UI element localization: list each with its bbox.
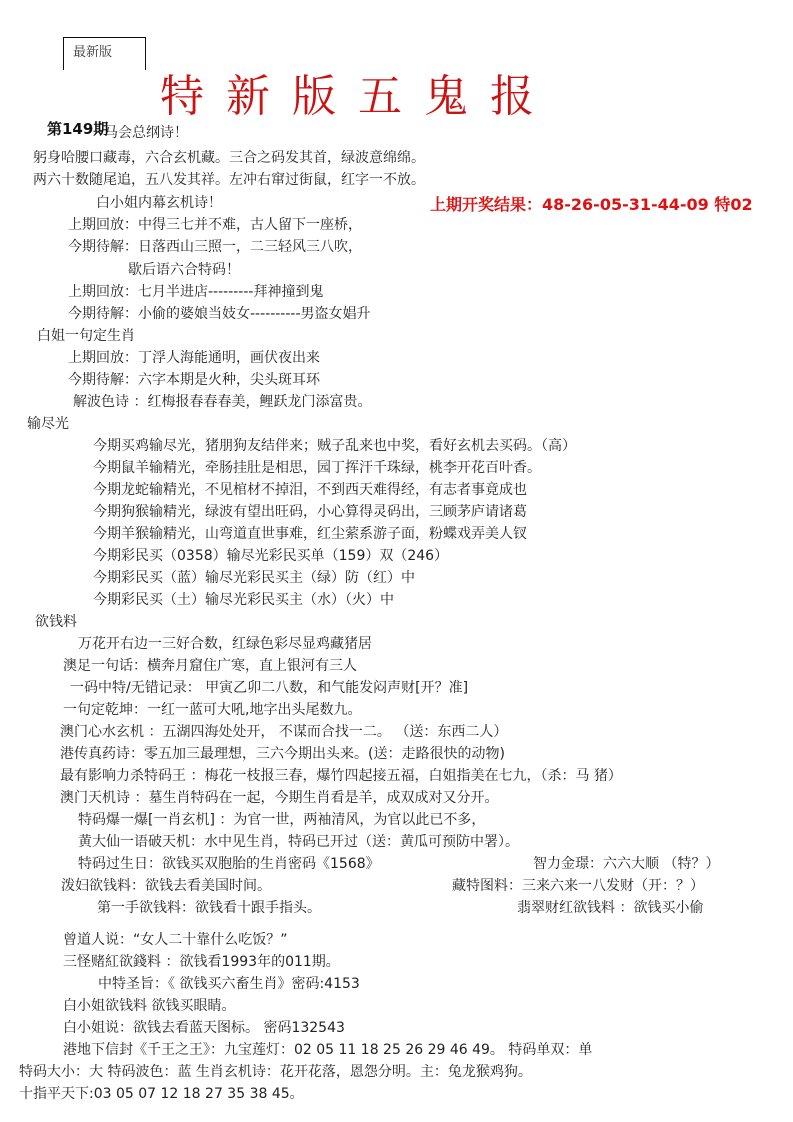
text-line: 中特圣旨：《 欲钱买六畜生肖》密码:4153 <box>98 976 360 992</box>
text-line: 万花开右边一三好合数，红绿色彩尽显鸡藏猪居 <box>78 636 372 652</box>
text-line: 三怪赌紅欲錢料 ：欲钱看1993年的011期。 <box>63 954 340 970</box>
text-line: 特码过生日：欲钱买双胞胎的生肖密码《1568》 <box>78 856 380 872</box>
text-line: 白小姐欲钱料 欲钱买眼睛。 <box>63 998 236 1014</box>
page-title: 特新版五鬼报 <box>160 71 556 122</box>
issue-number: 第149期 <box>47 120 109 138</box>
text-line: 港地下信封《千王之王》：九宝莲灯：02 05 11 18 25 26 29 46 49。 特码单双：单 <box>63 1042 593 1058</box>
text-line: 今期买鸡输尽光，猪朋狗友结伴来；贼子乱来也中奖，看好玄机去买码。（高） <box>93 438 576 454</box>
text-line: 两六十数随尾追，五八发其祥。左冲右窜过街鼠，红字一不放。 <box>33 172 425 188</box>
text-line: 今期待解：日落西山三照一，二三轻风三八吹， <box>68 239 362 255</box>
text-line: 澳门天机诗 ：墓生肖特码在一起，今期生肖看是羊，成双成对又分开。 <box>60 790 499 806</box>
text-line: 今期彩民买（土）输尽光彩民买主（水）（火）中 <box>93 592 394 608</box>
text-line: 最有影响力杀特码王 ：梅花一枝报三春，爆竹四起接五福，白姐指美在七九，（杀：马 猪） <box>60 768 622 784</box>
text-line: 翡翠财红欲钱料 ：欲钱买小偷 <box>517 900 704 916</box>
text-line: 澳门心水玄机 ：五湖四海处处开， 不谋而合找一二。 （送：东西二人） <box>60 724 508 740</box>
text-line: 白小姐内幕玄机诗！ <box>96 195 222 211</box>
text-line: 今期狗猴输精光，绿波有望出旺码，小心算得灵码出，三顾茅庐请诸葛 <box>93 504 527 520</box>
text-line: 上期回放：丁浮人海能通明，画伏夜出来 <box>68 350 320 366</box>
text-line: 特码大小：大 特码波色：蓝 生肖玄机诗：花开花落，恩怨分明。主：兔龙猴鸡狗。 <box>19 1064 532 1080</box>
text-line: 泼妇欲钱料：欲钱去看美国时间。 <box>61 878 271 894</box>
text-line: 欲钱料 <box>35 614 77 630</box>
text-line: 黄大仙一语破天机：水中见生肖，特码已开过（送：黄瓜可预防中署）。 <box>78 834 519 850</box>
edition-label: 最新版 <box>73 45 113 60</box>
text-line: 今期彩民买（蓝）输尽光彩民买主（绿）防（红）中 <box>93 570 415 586</box>
text-line: 躬身哈腰口藏毒，六合玄机藏。三合之码发其首，绿波意绵绵。 <box>33 150 425 166</box>
text-line: 十指平天下:03 05 07 12 18 27 35 38 45。 <box>19 1086 304 1102</box>
text-line: 白小姐说：欲钱去看蓝天图标。 密码132543 <box>63 1020 345 1036</box>
text-line: 第一手欲钱料：欲钱看十跟手指头。 <box>97 900 321 916</box>
text-line: 输尽光 <box>27 416 69 432</box>
text-line: 上期回放：中得三七并不难，古人留下一座桥， <box>68 217 362 233</box>
last-draw-result: 上期开奖结果：48-26-05-31-44-09 特02 <box>430 195 753 214</box>
text-line: 藏特图料：三来六来一八发财（开：？） <box>452 878 704 894</box>
edition-label-box <box>63 37 146 70</box>
text-line: 一句定乾坤：一红一蓝可大吼,地字出头尾数九。 <box>63 702 362 718</box>
text-line: 港传真药诗：零五加三最理想，三六今期出头来。(送：走路很快的动物) <box>60 746 505 762</box>
text-line: 智力金璟：六六大顺 （特？） <box>533 856 720 872</box>
text-line: 解波色诗 ：红梅报春春春美，鲤跃龙门添富贵。 <box>73 394 372 410</box>
text-line: 今期彩民买（0358）输尽光彩民买单（159）双（246） <box>93 548 449 564</box>
text-line: 澳足一句话：横奔月窟住广寒，直上银河有三人 <box>63 658 357 674</box>
text-line: 今期待解：六字本期是火种，尖头斑耳环 <box>68 372 320 388</box>
text-line: 今期待解：小偷的婆娘当妓女----------男盗女娼升 <box>68 306 371 322</box>
text-line: 今期羊猴输精光，山弯道直世事难，红尘萦系游子面，粉蝶戏弄美人钗 <box>93 526 527 542</box>
text-line: 歇后语六合特码！ <box>128 262 240 278</box>
text-line: 一码中特/无错记录： 甲寅乙卯二八数，和气能发闷声财[开？准] <box>70 680 469 696</box>
text-line: 上期回放：七月半进店---------拜神撞到鬼 <box>68 284 324 300</box>
text-line: 今期鼠羊输精光，牵肠挂肚是相思，园丁挥汗千珠绿，桃李开花百叶香。 <box>93 460 541 476</box>
text-line: 白姐一句定生肖 <box>37 328 135 344</box>
text-line: 今期龙蛇输精光，不见棺材不掉泪，不到西天难得经，有志者事竟成也 <box>93 482 527 498</box>
text-line: 马会总纲诗！ <box>104 125 188 141</box>
text-line: 曾道人说：“女人二十靠什么吃饭？” <box>63 932 288 948</box>
text-line: 特码爆一爆[一肖玄机] ：为官一世，两袖清风，为官以此已不多， <box>78 812 486 828</box>
